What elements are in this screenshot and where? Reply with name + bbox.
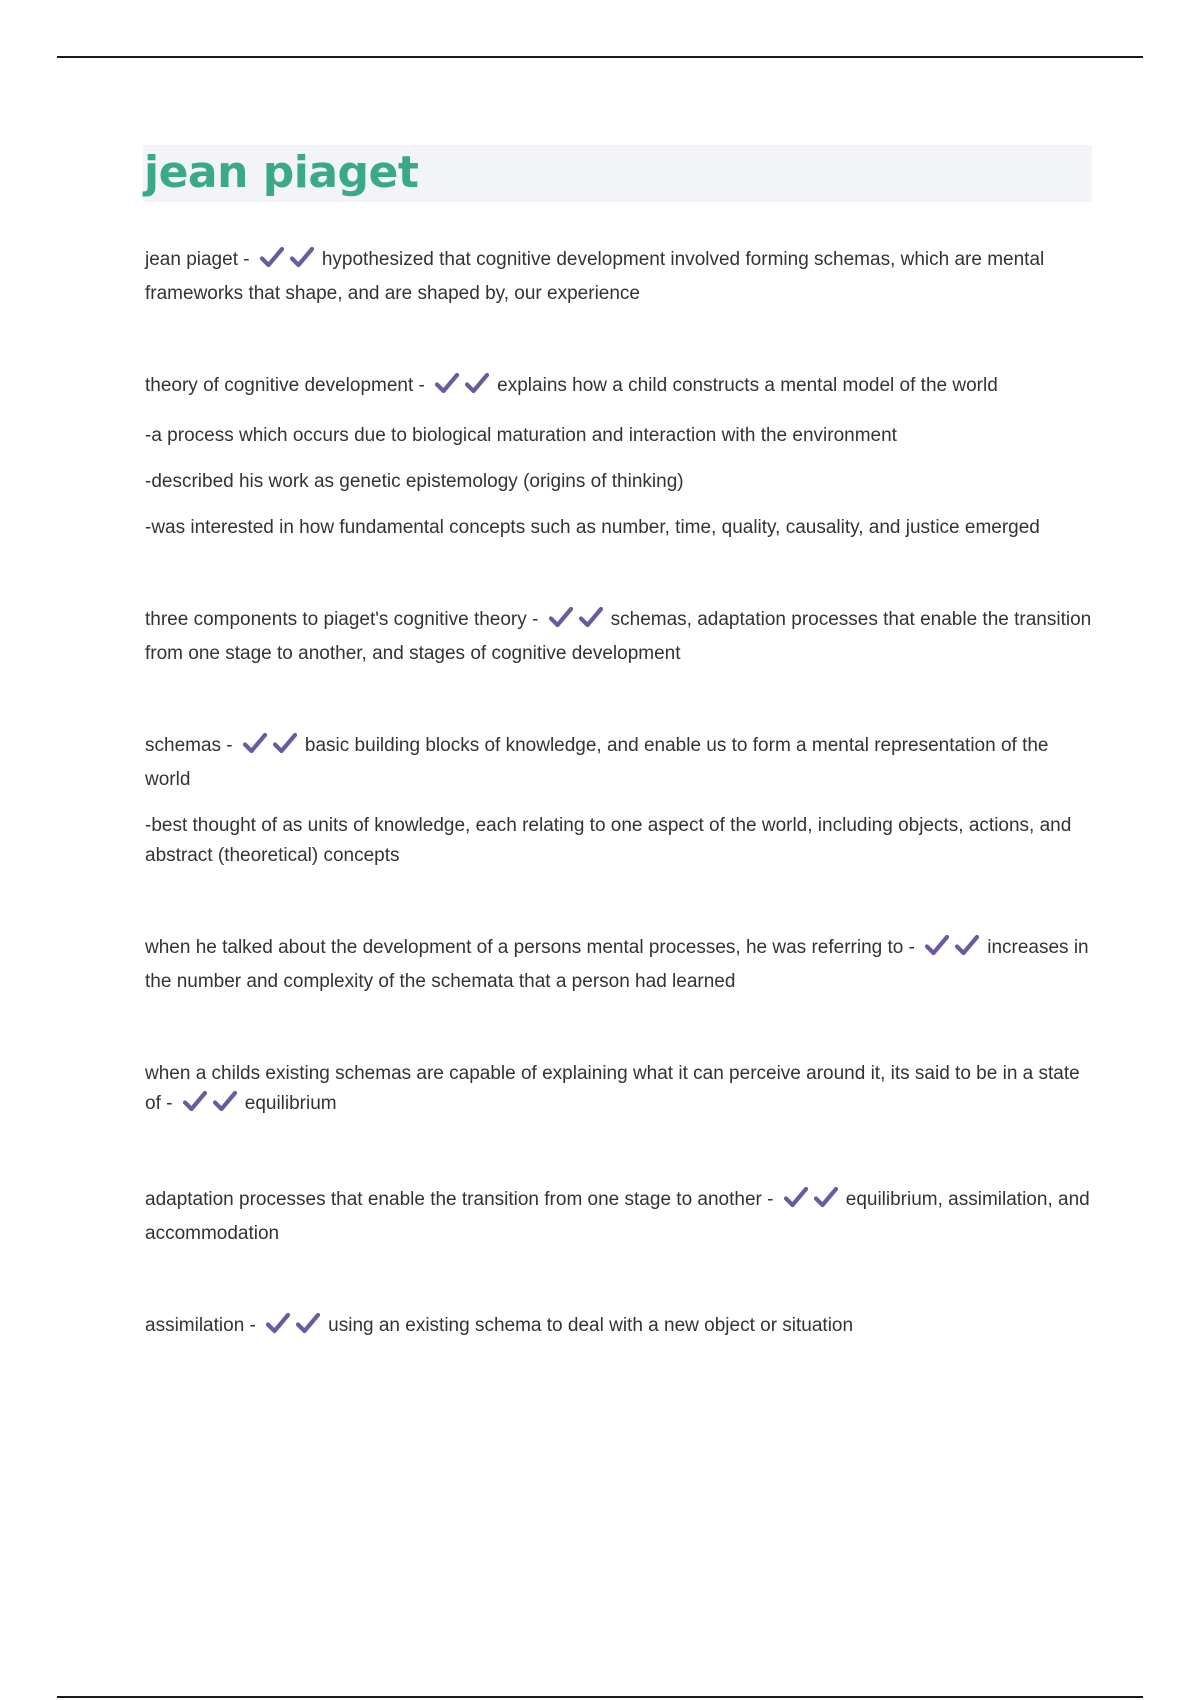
check-icons — [548, 605, 608, 639]
term-separator: - — [761, 1189, 779, 1210]
entry-definition: explains how a child constructs a mental model of the world — [497, 375, 998, 396]
check-icon — [272, 731, 298, 755]
entry-main-line — [145, 933, 1095, 997]
check-icons — [182, 1089, 242, 1123]
entry-term: adaptation processes that enable the transition from one stage to another — [145, 1189, 762, 1210]
entry-definition: increases in the number and complexity of the schemata that a person had learned — [145, 937, 1089, 992]
entry-term: schemas — [145, 735, 222, 756]
entry-note: -described his work as genetic epistemology (origins of thinking) — [145, 471, 684, 492]
check-icon — [434, 371, 460, 395]
check-icon — [464, 371, 490, 395]
check-icons — [265, 1311, 325, 1345]
entry-term: when a childs existing schemas are capable of explaining what it can perceive around it, its said to be in a state of — [145, 1063, 1080, 1114]
entry-definition: basic building blocks of knowledge, and enable us to form a mental representation of the world — [145, 735, 1049, 790]
flashcard-entry — [145, 245, 1095, 309]
entry-term: jean piaget — [145, 249, 238, 270]
check-icon — [289, 245, 315, 269]
entry-main-line — [145, 1185, 1095, 1249]
page-title: jean piaget — [144, 147, 419, 198]
bottom-rule — [57, 1696, 1143, 1698]
term-separator: - — [903, 937, 921, 958]
top-rule — [57, 56, 1143, 58]
flashcard-entry — [145, 371, 1095, 543]
entry-definition: equilibrium — [244, 1093, 337, 1114]
flashcard-entry — [145, 1059, 1095, 1123]
flashcard-entry — [145, 933, 1095, 997]
check-icon — [548, 605, 574, 629]
check-icons — [783, 1185, 843, 1219]
entry-term: assimilation — [145, 1315, 245, 1336]
entry-term: theory of cognitive development — [145, 375, 414, 396]
entry-main-line — [145, 605, 1095, 669]
term-separator: - — [244, 1315, 262, 1336]
flashcard-list — [145, 245, 1095, 1345]
entry-main-line — [145, 1059, 1095, 1123]
check-icon — [783, 1185, 809, 1209]
entry-note: -best thought of as units of knowledge, each relating to one aspect of the world, including objects, actions, and abstract (theoretical) concepts — [145, 815, 1072, 866]
entry-definition: using an existing schema to deal with a new object or situation — [328, 1315, 854, 1336]
check-icon — [295, 1311, 321, 1335]
check-icon — [212, 1089, 238, 1113]
entry-note: -a process which occurs due to biological maturation and interaction with the environment — [145, 425, 897, 446]
term-separator: - — [221, 735, 238, 756]
check-icon — [265, 1311, 291, 1335]
check-icon — [182, 1089, 208, 1113]
entry-main-line — [145, 1311, 1095, 1345]
check-icon — [813, 1185, 839, 1209]
entry-term: three components to piaget's cognitive theory — [145, 609, 527, 630]
check-icon — [259, 245, 285, 269]
flashcard-entry — [145, 1185, 1095, 1249]
entry-main-line — [145, 731, 1095, 795]
term-separator: - — [160, 1093, 178, 1114]
entry-main-line — [145, 245, 1095, 309]
term-separator: - — [526, 609, 544, 630]
entry-definition: hypothesized that cognitive development involved forming schemas, which are mental frameworks that shape, and are shaped by, our experience — [145, 249, 1045, 304]
term-separator: - — [237, 249, 255, 270]
check-icons — [242, 731, 302, 765]
flashcard-entry — [145, 731, 1095, 871]
entry-definition: equilibrium, assimilation, and accommodation — [145, 1189, 1090, 1244]
check-icons — [434, 371, 494, 405]
check-icons — [924, 933, 984, 967]
flashcard-entry — [145, 1311, 1095, 1345]
check-icon — [578, 605, 604, 629]
entry-note: -was interested in how fundamental concepts such as number, time, quality, causality, and justice emerged — [145, 517, 1040, 538]
flashcard-entry — [145, 605, 1095, 669]
check-icon — [954, 933, 980, 957]
entry-term: when he talked about the development of a persons mental processes, he was referring to — [145, 937, 904, 958]
check-icon — [924, 933, 950, 957]
entry-definition: schemas, adaptation processes that enable the transition from one stage to another, and stages of cognitive development — [145, 609, 1092, 664]
term-separator: - — [413, 375, 431, 396]
entry-main-line — [145, 371, 1095, 405]
check-icons — [259, 245, 319, 279]
check-icon — [242, 731, 268, 755]
